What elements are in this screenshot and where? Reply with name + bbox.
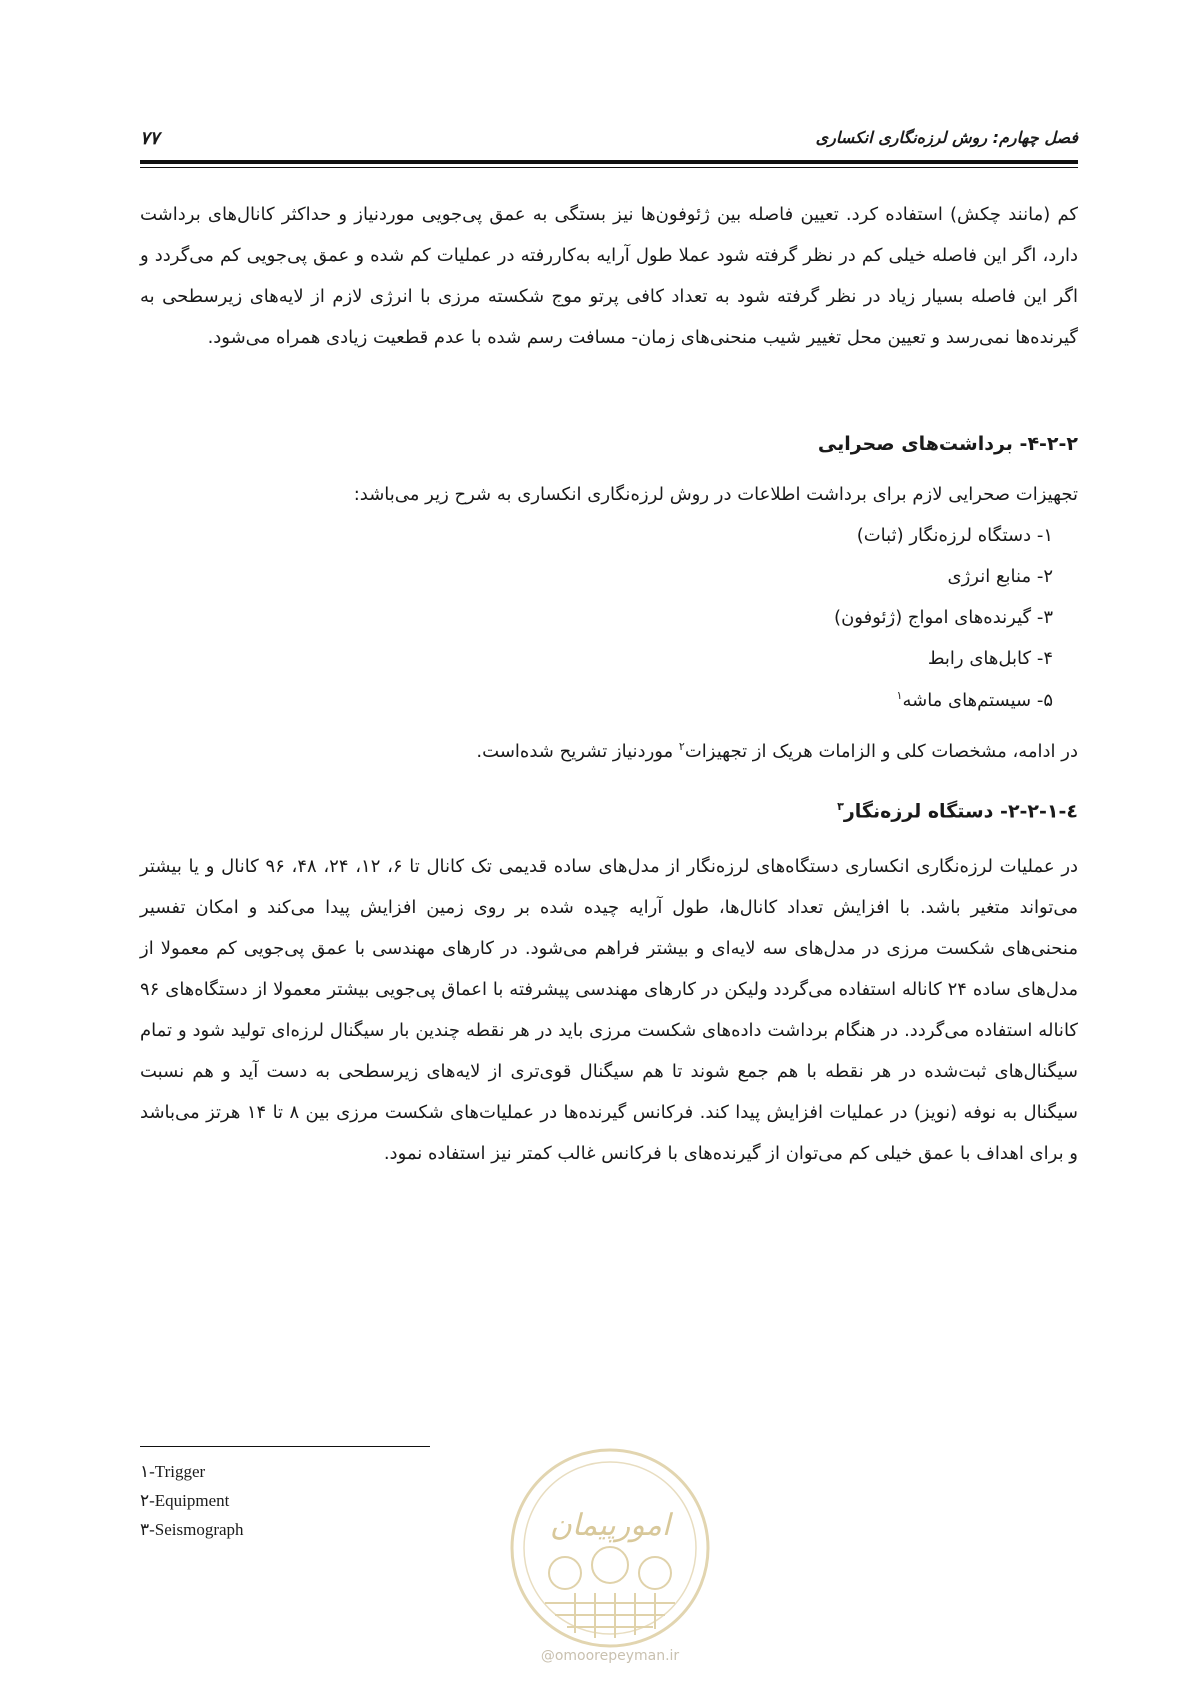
- subsection-body: در عملیات لرزه‌نگاری انکساری دستگاه‌های لرزه‌نگار از مدل‌های ساده قدیمی تک کانال تا ۶، ۱۲، ۲۴، ۴۸، ۹۶ کانال و یا بیشتر می‌تواند متغیر باشد. با افزایش تعداد کانال‌ها، طول آرایه چیده شده بر روی زمین افزایش پیدا می‌کند و امکان تفسیر منحنی‌های شکست مرزی در مدل‌های سه لایه‌ای و بیشتر فراهم می‌شود. در کارهای مهندسی با عمق پی‌جویی کم معمولا از مدل‌های ساده ۲۴ کاناله استفاده می‌گردد ولیکن در کارهای مهندسی پیشرفته با اعماق پی‌جویی بیشتر معمولا از دستگاه‌های ۹۶ کاناله استفاده می‌گردد. در هنگام برداشت داده‌های شکست مرزی باید در هر نقطه چندین بار سیگنال لرزه‌ای تولید شود و تمام سیگنال‌های ثبت‌شده در هر نقطه با هم جمع شوند تا هم سیگنال قوی‌تری از لایه‌های زیرسطحی به دست آید و هم نسبت سیگنال به نوفه (نویز) در عملیات افزایش پیدا کند. فرکانس گیرنده‌ها در عملیات‌های شکست مرزی بین ۸ تا ۱۴ هرتز می‌باشد و برای اهداف با عمق خیلی کم می‌توان از گیرنده‌های با فرکانس غالب کمتر نیز استفاده نمود.: [140, 856, 1079, 1164]
- list-item-1: ۱- دستگاه لرزه‌نگار (ثبات): [856, 525, 1053, 546]
- section-lead: تجهیزات صحرایی لازم برای برداشت اطلاعات در روش لرزه‌نگاری انکساری به شرح زیر می‌باشد:: [353, 484, 1078, 505]
- footnote-2: ۲-Equipment: [140, 1491, 230, 1510]
- footnote-rule: [140, 1446, 430, 1447]
- seal-text: امورپیمان: [549, 1508, 671, 1543]
- list-item-5-text: ۵- سیستم‌های ماشه: [902, 690, 1053, 711]
- closing-text-before: در ادامه، مشخصات کلی و الزامات هریک از تجهیزات: [684, 741, 1078, 762]
- footnote-ref-1[interactable]: ۱: [896, 689, 903, 702]
- list-item-2: ۲- منابع انرژی: [947, 566, 1053, 587]
- chapter-title: فصل چهارم: روش لرزه‌نگاری انکساری: [815, 128, 1078, 147]
- section-heading: ۴-۲-۲- برداشت‌های صحرایی: [817, 433, 1078, 455]
- footnote-ref-2[interactable]: ۲: [678, 740, 685, 753]
- subsection-heading: [837, 800, 1078, 822]
- footnote-ref-3[interactable]: ۳: [837, 800, 844, 813]
- list-item-5: [897, 689, 1053, 711]
- subsection-heading-text: ٤-۲-۲-۱- دستگاه لرزه‌نگار: [843, 800, 1078, 823]
- header-rule-thick: [140, 160, 1078, 164]
- list-item-4: ۴- کابل‌های رابط: [927, 648, 1053, 669]
- footnote-1: ۱-Trigger: [140, 1462, 206, 1481]
- running-header: [140, 128, 1078, 154]
- header-rule-thin: [140, 167, 1078, 168]
- closing-text-after: موردنیاز تشریح شده‌است.: [476, 741, 679, 762]
- watermark-site: @omoorepeyman.ir: [540, 1648, 680, 1664]
- footnote-3: ۳-Seismograph: [140, 1520, 244, 1539]
- section-closing: [476, 740, 1078, 762]
- page-number: ۷۷: [140, 128, 160, 149]
- watermark-seal-logo: [505, 1443, 715, 1653]
- list-item-3: ۳- گیرنده‌های امواج (ژئوفون): [834, 607, 1053, 628]
- intro-paragraph: کم (مانند چکش) استفاده کرد. تعیین فاصله بین ژئوفون‌ها نیز بستگی به عمق پی‌جویی موردنیاز و حداکثر کانال‌های برداشت دارد، اگر این فاصله خیلی کم در نظر گرفته شود عملا طول آرایه به‌کاررفته در عملیات کم شده و عمق پی‌جویی کم می‌گردد و اگر این فاصله بسیار زیاد در نظر گرفته شود به تعداد کافی پرتو موج شکسته مرزی با انرژی لازم از لایه‌های زیرسطحی به گیرنده‌ها نمی‌رسد و تعیین محل تغییر شیب منحنی‌های زمان- مسافت رسم شده با عدم قطعیت زیادی همراه می‌شود.: [140, 204, 1078, 348]
